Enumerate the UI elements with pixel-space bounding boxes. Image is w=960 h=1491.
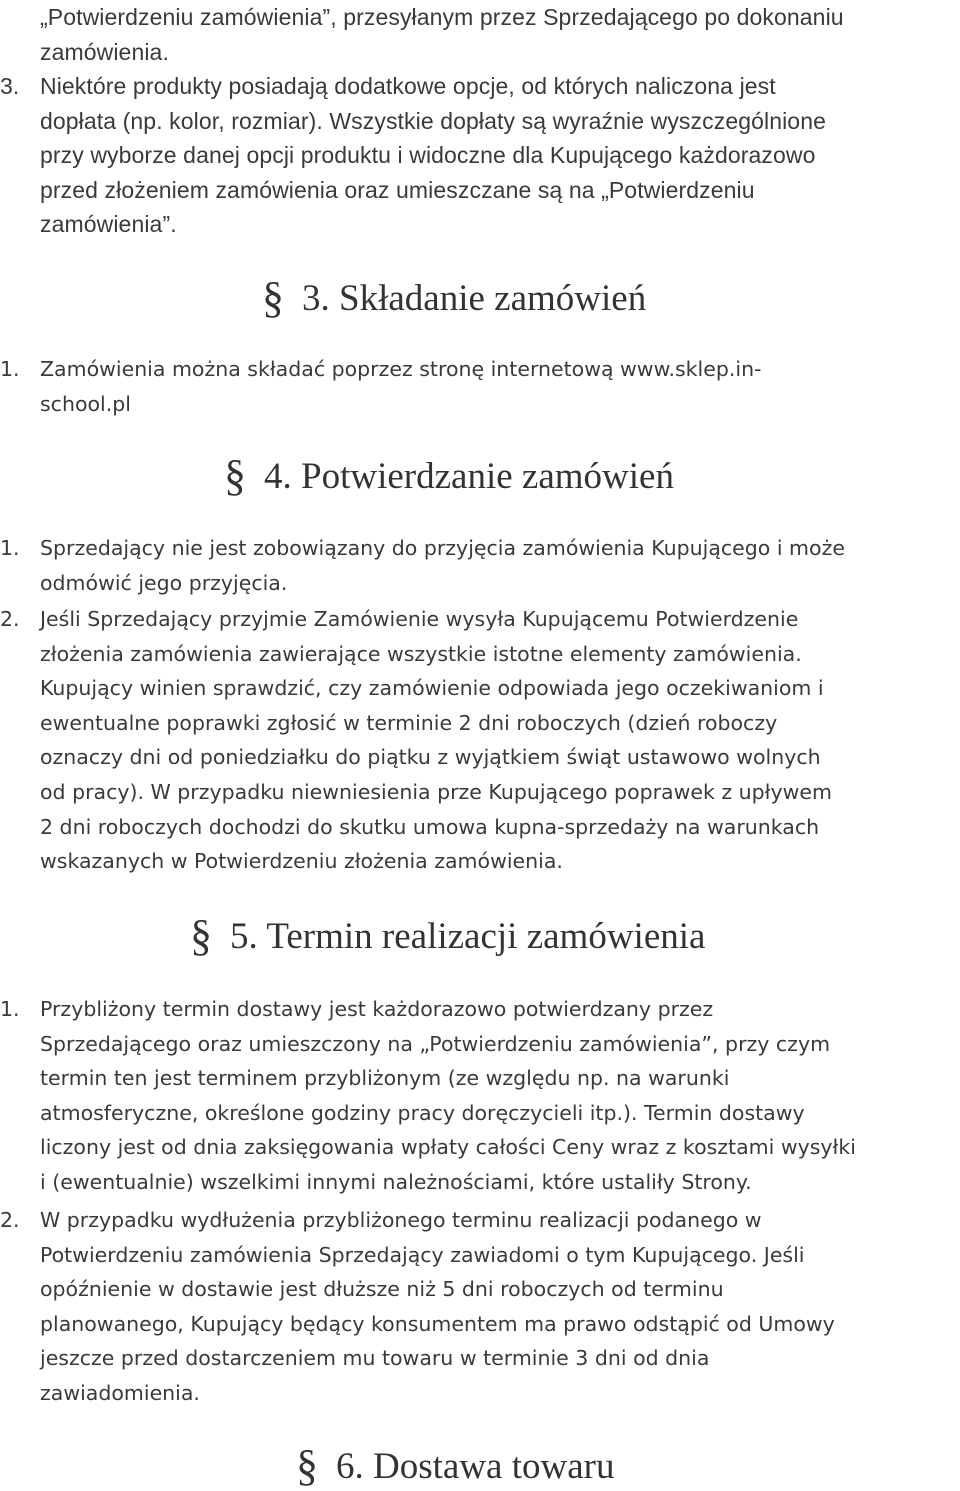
section-5-item-1 [0, 992, 956, 1200]
text-line: Potwierdzeniu zamówienia Sprzedający zawiadomi o tym Kupującego. Jeśli [40, 1242, 805, 1267]
intro-paragraph [40, 0, 956, 69]
section-5-item-2 [0, 1203, 956, 1411]
section-4-item-2 [0, 602, 956, 879]
text-line: od pracy). W przypadku niewniesienia prze Kupującego poprawek z upływem [40, 779, 832, 804]
text-line: termin ten jest terminem przybliżonym (ze względu np. na warunki [40, 1066, 730, 1091]
text-line: złożenia zamówienia zawierające wszystkie istotne elementy zamówienia. [40, 641, 802, 666]
text-line: i (ewentualnie) wszelkimi innymi należnościami, które ustaliły Strony. [40, 1169, 752, 1194]
section-symbol: § [262, 273, 284, 322]
text-line: Kupujący winien sprawdzić, czy zamówienie odpowiada jego oczekiwaniom i [40, 676, 824, 701]
section-title: 6. Dostawa towaru [336, 1446, 615, 1487]
section-symbol: § [224, 451, 246, 500]
text-line: przy wyborze danej opcji produktu i widoczne dla Kupującego każdorazowo [40, 142, 816, 169]
text-line: Przybliżony termin dostawy jest każdorazowo potwierdzany przez [40, 997, 714, 1021]
text-line: wskazanych w Potwierdzeniu złożenia zamówienia. [40, 849, 563, 874]
text-line: odmówić jego przyjęcia. [40, 570, 288, 595]
text-line: zawiadomienia. [40, 1380, 200, 1405]
section-title: 3. Składanie zamówień [302, 278, 647, 319]
section-heading-5 [190, 911, 706, 960]
section-heading-6 [296, 1441, 615, 1490]
text-line: przed złożeniem zamówienia oraz umieszczane są na „Potwierdzeniu [40, 176, 755, 203]
text-line: ewentualne poprawki zgłosić w terminie 2 dni roboczych (dzień roboczy [40, 710, 778, 735]
text-line: zamówienia. [40, 38, 169, 65]
item-number: 1. [0, 997, 20, 1021]
intro-item-3 [0, 69, 956, 242]
text-line: 2 dni roboczych dochodzi do skutku umowa kupna-sprzedaży na warunkach [40, 814, 820, 839]
section-heading-3 [262, 273, 647, 322]
text-line: W przypadku wydłużenia przybliżonego terminu realizacji podanego w [40, 1208, 762, 1232]
section-3-item-1 [0, 352, 956, 421]
item-number: 2. [0, 1208, 20, 1232]
item-number: 1. [0, 536, 20, 560]
section-symbol: § [296, 1441, 318, 1490]
text-line: Sprzedający nie jest zobowiązany do przyjęcia zamówienia Kupującego i może [40, 536, 845, 560]
text-line: school.pl [40, 391, 131, 416]
text-line: atmosferyczne, określone godziny pracy doręczycieli itp.). Termin dostawy [40, 1100, 805, 1125]
section-4-item-1 [0, 531, 956, 600]
text-line: planowanego, Kupujący będący konsumentem ma prawo odstąpić od Umowy [40, 1311, 835, 1336]
item-number: 2. [0, 607, 20, 631]
text-line: „Potwierdzeniu zamówienia”, przesyłanym przez Sprzedającego po dokonaniu [40, 4, 844, 30]
text-line: opóźnienie w dostawie jest dłuższe niż 5 dni roboczych od terminu [40, 1277, 724, 1302]
text-line: Zamówienia można składać poprzez stronę internetową www.sklep.in- [40, 357, 762, 381]
text-line: dopłata (np. kolor, rozmiar). Wszystkie dopłaty są wyraźnie wyszczególnione [40, 107, 826, 134]
section-symbol: § [190, 911, 212, 960]
text-line: Jeśli Sprzedający przyjmie Zamówienie wysyła Kupującemu Potwierdzenie [40, 607, 799, 631]
section-title: 4. Potwierdzanie zamówień [264, 456, 674, 497]
item-number: 3. [0, 73, 20, 99]
text-line: Niektóre produkty posiadają dodatkowe opcje, od których naliczona jest [40, 73, 776, 99]
text-line: zamówienia”. [40, 211, 177, 238]
text-line: oznaczy dni od poniedziałku do piątku z wyjątkiem świąt ustawowo wolnych [40, 745, 821, 770]
section-heading-4 [224, 451, 674, 500]
text-line: jeszcze przed dostarczeniem mu towaru w terminie 3 dni od dnia [40, 1346, 710, 1371]
text-line: Sprzedającego oraz umieszczony na „Potwierdzeniu zamówienia”, przy czym [40, 1031, 831, 1056]
section-title: 5. Termin realizacji zamówienia [230, 916, 706, 957]
text-line: liczony jest od dnia zaksięgowania wpłaty całości Ceny wraz z kosztami wysyłki [40, 1135, 856, 1160]
item-number: 1. [0, 357, 20, 381]
